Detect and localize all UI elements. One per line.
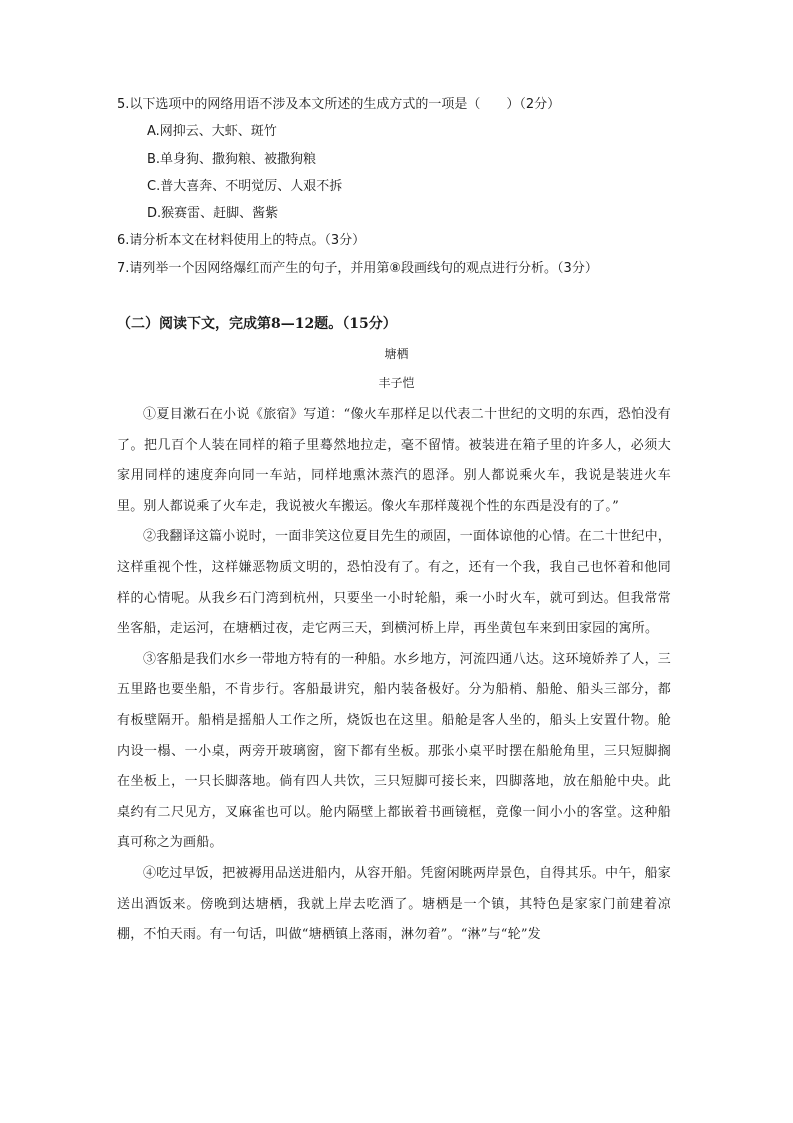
- option-d: D.猴赛雷、赶脚、酱紫: [147, 206, 279, 221]
- essay-author: 丰子恺: [378, 376, 415, 390]
- paragraph-3: ③客船是我们水乡一带地方特有的一种船。水乡地方，河流四通八达。这环境娇养了人，三五里路也要坐船，不肯步行。客船最讲究，船内装备极好。分为船梢、船舱、船头三部分，都有板壁隔开。船梢是摇船人工作之所，烧饭也在这里。船舱是客人坐的，船头上安置什物。舱内设一榻、一小桌，两旁开玻璃窗，窗下都有坐板。那张小桌平时摆在船舱角里，三只短脚搁在坐板上，一只长脚落地。倘有四人共饮，三只短脚可接长来，四脚落地，放在船舱中央。此桌约有二尺见方，叉麻雀也可以。舱内隔壁上都嵌着书画镜框，竟像一间小小的客堂。这种船真可称之为画船。: [117, 651, 672, 851]
- option-a: A.网抑云、大虾、斑竹: [147, 124, 277, 139]
- essay-title: 塘栖: [384, 347, 409, 361]
- essay-body: [117, 400, 671, 951]
- question-7: 7.请列举一个因网络爆红而产生的句子，并用第⑧段画线句的观点进行分析。（3分）: [117, 261, 598, 276]
- question-5-stem: 5.以下选项中的网络用语不涉及本文所述的生成方式的一项是（ ）（2分）: [117, 97, 561, 112]
- option-b: B.单身狗、撒狗粮、被撒狗粮: [147, 152, 317, 167]
- option-c: C.普大喜奔、不明觉厉、人艰不拆: [147, 179, 343, 194]
- paragraph-1: ①夏目漱石在小说《旅宿》写道：“像火车那样足以代表二十世纪的文明的东西，恐怕没有了。把几百个人装在同样的箱子里蓦然地拉走，毫不留情。被装进在箱子里的许多人，必须大家用同样的速度奔向同一车站，同样地熏沐蒸汽的恩泽。别人都说乘火车，我说是装进火车里。别人都说乘了火车走，我说被火车搬运。像火车那样蔑视个性的东西是没有的了。”: [117, 407, 671, 514]
- question-6: 6.请分析本文在材料使用上的特点。（3分）: [117, 233, 366, 248]
- paragraph-4: ④吃过早饭，把被褥用品送进船内，从容开船。凭窗闲眺两岸景色，自得其乐。中午，船家送出酒饭来。傍晚到达塘栖，我就上岸去吃酒了。塘栖是一个镇，其特色是家家门前建着凉棚，不怕天雨。有一句话，叫做“塘栖镇上落雨，淋勿着”。“淋”与“轮”发: [117, 865, 672, 943]
- paragraph-2: ②我翻译这篇小说时，一面非笑这位夏目先生的顽固，一面体谅他的心情。在二十世纪中，这样重视个性，这样嫌恶物质文明的，恐怕没有了。有之，还有一个我，我自己也怀着和他同样的心情呢。从我乡石门湾到杭州，只要坐一小时轮船，乘一小时火车，就可到达。但我常常坐客船，走运河，在塘栖过夜，走它两三天，到横河桥上岸，再坐黄包车来到田家园的寓所。: [117, 529, 672, 637]
- section-heading: （二）阅读下文，完成第8—12题。（15分）: [117, 316, 397, 332]
